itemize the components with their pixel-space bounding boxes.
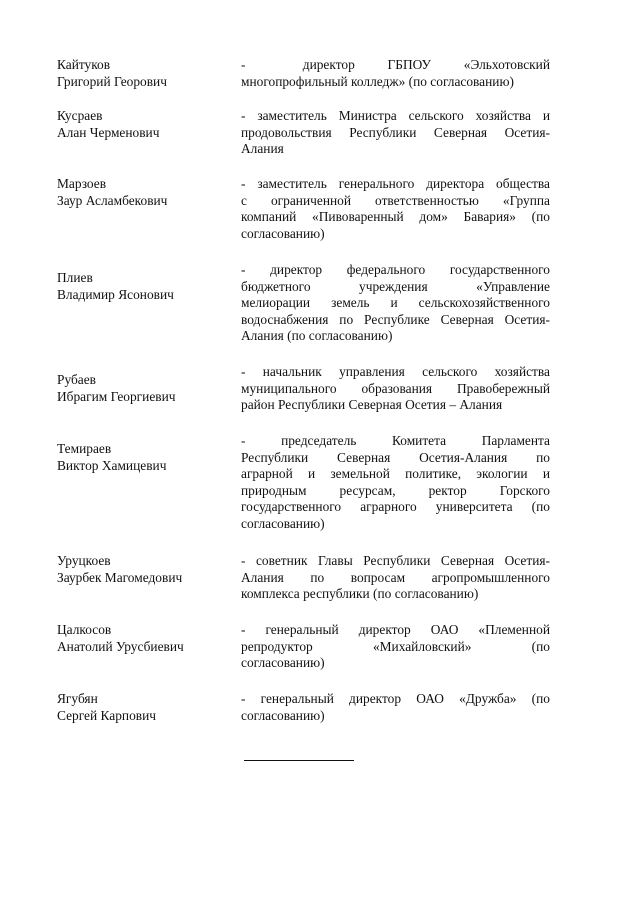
- role-line: с ограниченной ответственностью «Группа: [241, 192, 550, 208]
- role-line: - заместитель Министра сельского хозяйства и: [241, 108, 550, 123]
- member-role: [241, 262, 550, 345]
- member-given-name: Владимир Ясонович: [57, 286, 174, 302]
- member-role: [241, 433, 550, 533]
- member-role: [241, 622, 550, 672]
- member-name: [57, 108, 232, 141]
- member-role: [241, 108, 550, 158]
- role-line: муниципального образования Правобережный: [241, 380, 550, 396]
- member-given-name: Виктор Хамицевич: [57, 457, 167, 473]
- member-name: [57, 270, 232, 303]
- role-line: согласованию): [241, 515, 325, 531]
- role-line: - заместитель генерального директора общества: [241, 176, 550, 191]
- role-line: бюджетного учреждения «Управление: [241, 278, 550, 294]
- role-line: - директор ГБПОУ «Эльхотовский: [241, 57, 550, 72]
- member-surname: Кусраев: [57, 108, 103, 123]
- member-name: [57, 622, 232, 655]
- member-role: [241, 176, 550, 242]
- role-line: - генеральный директор ОАО «Дружба» (по: [241, 691, 550, 706]
- role-line: Алания: [241, 141, 284, 157]
- role-line: природным ресурсам, ректор Горского: [241, 482, 550, 498]
- member-role: [241, 364, 550, 414]
- member-given-name: Анатолий Урусбиевич: [57, 638, 184, 654]
- role-line: продовольствия Республики Северная Осетия-: [241, 124, 550, 140]
- role-line: - председатель Комитета Парламента: [241, 433, 550, 448]
- member-given-name: Ибрагим Георгиевич: [57, 388, 176, 404]
- member-surname: Уруцкоев: [57, 553, 111, 568]
- member-name: [57, 691, 232, 724]
- role-line: комплекса республики (по согласованию): [241, 586, 479, 602]
- member-surname: Марзоев: [57, 176, 107, 191]
- role-line: Алания (по согласованию): [241, 328, 393, 344]
- member-role: [241, 553, 550, 603]
- member-surname: Темираев: [57, 441, 112, 456]
- role-line: компаний «Пивоваренный дом» Бавария» (по: [241, 209, 550, 225]
- member-name: [57, 57, 232, 90]
- role-line: многопрофильный колледж» (по согласованию): [241, 73, 514, 89]
- role-line: государственного аграрного университета (по: [241, 499, 550, 515]
- member-name: [57, 176, 232, 209]
- member-surname: Ягубян: [57, 691, 98, 706]
- member-given-name: Григорий Георович: [57, 73, 167, 89]
- role-line: репродуктор «Михайловский» (по: [241, 638, 550, 654]
- closing-rule: [244, 760, 354, 761]
- role-line: - директор федерального государственного: [241, 262, 550, 277]
- role-line: - советник Главы Республики Северная Осетия-: [241, 553, 550, 568]
- member-given-name: Заурбек Магомедович: [57, 569, 183, 585]
- member-given-name: Заур Асламбекович: [57, 192, 168, 208]
- member-name: [57, 372, 232, 405]
- role-line: Алания по вопросам агропромышленного: [241, 569, 550, 585]
- role-line: аграрной и земельной политике, экологии и: [241, 466, 550, 482]
- member-surname: Цалкосов: [57, 622, 112, 637]
- role-line: - начальник управления сельского хозяйства: [241, 364, 550, 379]
- member-name: [57, 441, 232, 474]
- member-name: [57, 553, 232, 586]
- member-given-name: Алан Черменович: [57, 124, 160, 140]
- member-role: [241, 57, 550, 90]
- role-line: согласованию): [241, 225, 325, 241]
- role-line: район Республики Северная Осетия – Алания: [241, 397, 503, 413]
- member-surname: Плиев: [57, 270, 93, 285]
- member-role: [241, 691, 550, 724]
- role-line: мелиорации земель и сельскохозяйственного: [241, 295, 550, 311]
- role-line: согласованию): [241, 707, 325, 723]
- member-surname: Рубаев: [57, 372, 96, 387]
- member-surname: Кайтуков: [57, 57, 111, 72]
- role-line: - генеральный директор ОАО «Племенной: [241, 622, 550, 637]
- role-line: водоснабжения по Республике Северная Осетия-: [241, 311, 550, 327]
- member-given-name: Сергей Карпович: [57, 707, 156, 723]
- role-line: Республики Северная Осетия-Алания по: [241, 449, 550, 465]
- role-line: согласованию): [241, 655, 325, 671]
